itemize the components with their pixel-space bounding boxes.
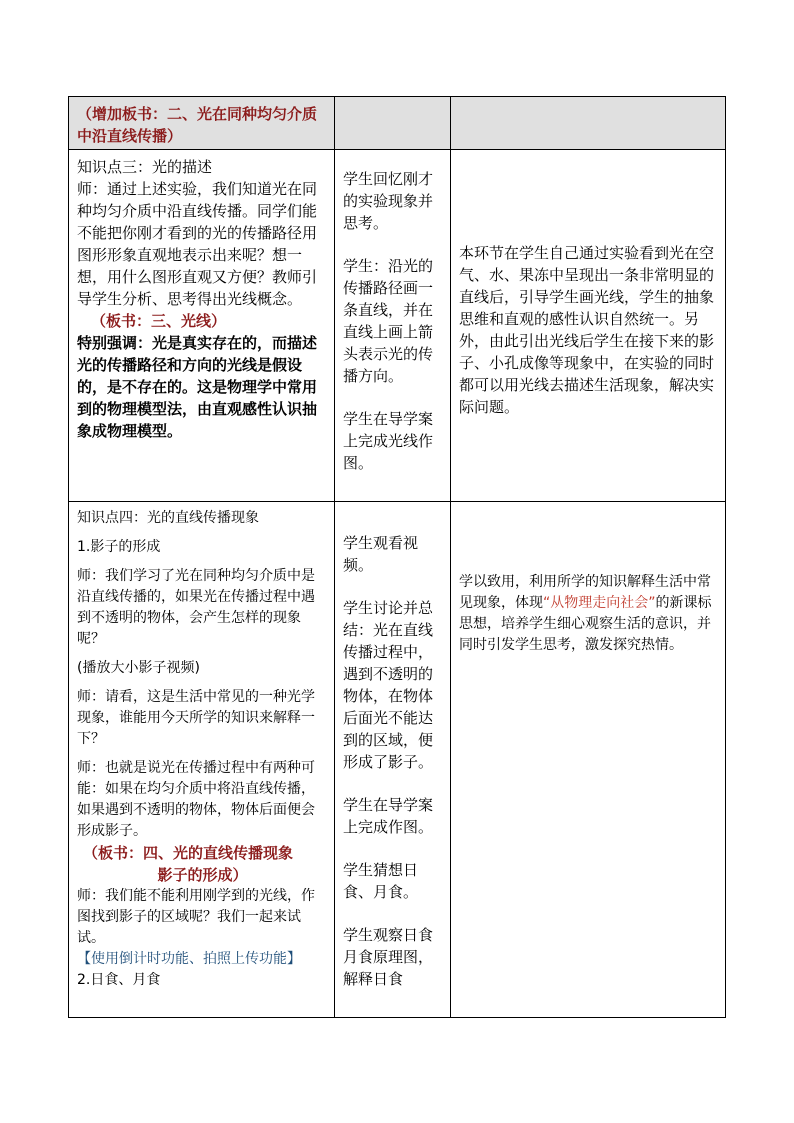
student-activity-text: 学生讨论并总结：光在直线传播过程中，遇到不透明的物体，在物体后面光不能达到的区域，便形成了影子。 xyxy=(343,599,434,771)
student-activity-cell xyxy=(335,97,451,150)
subsection-title: 2.日食、月食 xyxy=(77,972,161,988)
knowledge-point-heading: 知识点三：光的描述 xyxy=(77,158,213,176)
teacher-activity-cell xyxy=(69,97,335,150)
function-tag: 【使用倒计时功能、拍照上传功能】 xyxy=(77,951,301,967)
knowledge-point-heading: 知识点四：光的直线传播现象 xyxy=(77,510,259,526)
student-activity-text: 学生回忆刚才的实验现象并思考。 xyxy=(343,170,434,232)
subsection-title: 1.影子的形成 xyxy=(77,539,161,555)
teacher-speech: 师：我们能不能利用刚学到的光线，作图找到影子的区域呢？我们一起来试试。 xyxy=(77,888,315,946)
teacher-activity-cell xyxy=(69,502,335,1018)
student-activity-text: 学生观看视频。 xyxy=(343,534,419,574)
design-intent-cell xyxy=(451,97,726,150)
student-activity-cell xyxy=(335,150,451,502)
design-intent-cell xyxy=(451,150,726,502)
student-activity-cell xyxy=(335,502,451,1018)
board-note: （板书：三、光线） xyxy=(91,312,227,330)
student-activity-text: 学生猜想日食、月食。 xyxy=(343,861,419,901)
teacher-activity-cell xyxy=(69,150,335,502)
student-activity-text: 学生观察日食月食原理图，解释日食 xyxy=(343,926,434,988)
emphasis-text: 特别强调：光是真实存在的，而描述光的传播路径和方向的光线是假设的，是不存在的。这是物理学中常用到的物理模型法，由直观感性认识抽象成物理模型。 xyxy=(77,334,318,440)
board-note: （板书：四、光的直线传播现象 xyxy=(83,844,294,862)
student-activity-text: 学生在导学案上完成作图。 xyxy=(343,796,434,836)
lesson-plan-table xyxy=(68,96,726,1018)
student-activity-text: 学生在导学案上完成光线作图。 xyxy=(343,410,434,472)
teacher-speech: 师：也就是说光在传播过程中有两种可能：如果在均匀介质中将沿直线传播，如果遇到不透明的物体，物体后面便会形成影子。 xyxy=(77,760,315,839)
design-intent-text: 本环节在学生自己通过实验看到光在空气、水、果冻中呈现出一条非常明显的直线后，引导学生画光线，学生的抽象思维和直观的感性认识自然统一。另外，由此引出光线后学生在接下来的影子、小孔成像等现象中，在实验的同时都可以用光线去描述生活现象，解决实际问题。 xyxy=(459,244,715,416)
design-intent-cell xyxy=(451,502,726,1018)
table-row xyxy=(69,502,726,1018)
slogan-text: “从物理走向社会” xyxy=(543,595,656,611)
table-row xyxy=(69,150,726,502)
teacher-speech: 师：我们学习了光在同种均匀介质中是沿直线传播的，如果光在传播过程中遇到不透明的物体，会产生怎样的现象呢？ xyxy=(77,568,315,647)
board-note: （增加板书：二、光在同种均匀介质中沿直线传播） xyxy=(77,105,318,145)
intent-tail: 的新课标思想，培养学生细心观察生活的意识，并同时引发学生思考，激发探究热情。 xyxy=(459,595,712,653)
board-note: 影子的形成） xyxy=(157,866,248,884)
table-row xyxy=(69,97,726,150)
teacher-speech: 师：通过上述实验，我们知道光在同种均匀介质中沿直线传播。同学们能不能把你刚才看到的光的传播路径用图形形象直观地表示出来呢？想一想，用什么图形直观又方便？教师引导学生分析、思考得出光线概念。 xyxy=(77,180,318,308)
intent-lead: 学以致用，利用所学的知识解释生活中常见现象，体现 xyxy=(459,574,711,611)
teacher-speech: 师：请看，这是生活中常见的一种光学现象，谁能用今天所学的知识来解释一下？ xyxy=(77,689,315,747)
student-activity-text: 学生：沿光的传播路径画一条直线，并在直线上画上箭头表示光的传播方向。 xyxy=(343,257,434,385)
video-note: (播放大小影子视频) xyxy=(77,660,200,676)
design-intent-text xyxy=(459,572,719,656)
